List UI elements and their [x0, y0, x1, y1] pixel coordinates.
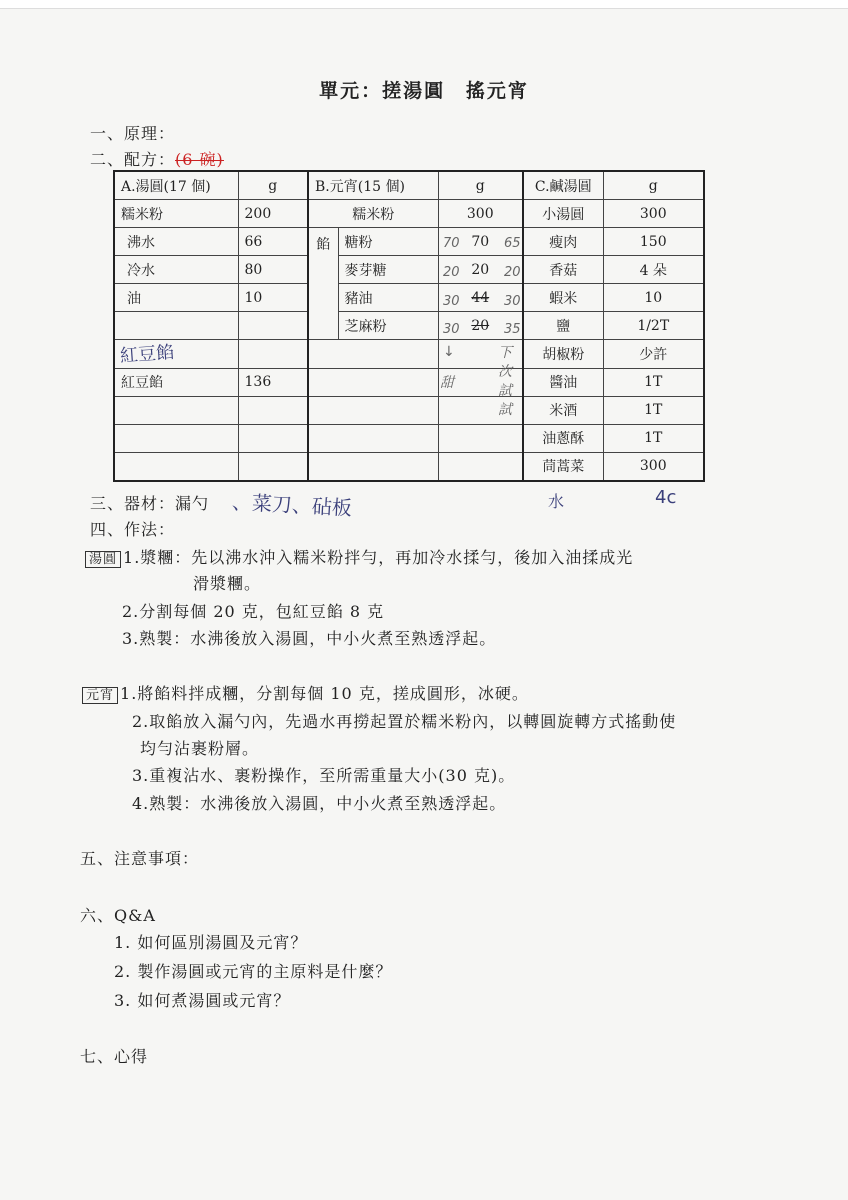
c-item: 茼蒿菜 — [523, 452, 603, 481]
c-amount: 1/2T — [603, 312, 704, 340]
table-row — [114, 228, 704, 256]
tangyuan-step-3: 3.熟製：水沸後放入湯圓，中小火煮至熟透浮起。 — [122, 629, 497, 648]
b-amount: 20 — [438, 256, 523, 284]
c-amount: 4 朵 — [603, 256, 704, 284]
tangyuan-step-1-cont: 滑漿糰。 — [193, 574, 262, 593]
hw-b-left-1: 70 — [443, 236, 460, 251]
hw-b-right-4: 35 — [504, 322, 521, 337]
section-equipment: 三、器材：漏勺 — [90, 494, 210, 513]
c-amount: 1T — [603, 396, 704, 424]
b-amount-struck: 20 — [471, 317, 490, 334]
hw-water-amount: 4c — [655, 487, 677, 508]
b-item: 麥芽糖 — [338, 256, 438, 284]
a-item — [114, 452, 238, 481]
a-amount: 66 — [238, 228, 308, 256]
c-amount: 150 — [603, 228, 704, 256]
a-amount — [238, 424, 308, 452]
yuanxiao-step-4: 4.熟製：水沸後放入湯圓，中小火煮至熟透浮起。 — [132, 794, 507, 813]
a-amount — [238, 396, 308, 424]
a-item — [114, 396, 238, 424]
hw-side-2: 次 — [498, 364, 512, 380]
table-row — [114, 452, 704, 481]
table-header-row — [114, 171, 704, 200]
title-second: 搖元宵 — [465, 80, 529, 102]
a-item: 沸水 — [114, 228, 238, 256]
c-item: 小湯圓 — [523, 200, 603, 228]
yuanxiao-step-1 — [82, 681, 529, 704]
table-row — [114, 284, 704, 312]
hw-b-right-2: 20 — [504, 265, 521, 280]
section-recipe-label: 二、配方： — [90, 150, 176, 169]
c-amount: 10 — [603, 284, 704, 312]
hw-side-1: 下 — [498, 345, 512, 361]
a-item: 紅豆餡 — [114, 368, 238, 396]
hw-b-left-2: 20 — [443, 265, 460, 280]
hw-arrow: ↓ — [443, 344, 455, 360]
c-item: 香菇 — [523, 256, 603, 284]
page-top-edge — [0, 0, 848, 9]
a-item: 油 — [114, 284, 238, 312]
a-item — [114, 312, 238, 340]
b-item: 糖粉 — [338, 228, 438, 256]
b-empty — [308, 340, 438, 368]
section-reflection: 七、心得 — [80, 1047, 149, 1066]
a-amount: 136 — [238, 368, 308, 396]
hw-b-right-3: 30 — [504, 294, 521, 309]
c-item: 油蔥酥 — [523, 424, 603, 452]
yuanxiao-step-3: 3.重複沾水、裹粉操作，至所需重量大小(30 克)。 — [132, 766, 516, 785]
header-a: A.湯圓(17 個) — [114, 171, 238, 200]
c-amount: 1T — [603, 368, 704, 396]
b-empty — [438, 452, 523, 481]
table-row — [114, 340, 704, 368]
a-item: 冷水 — [114, 256, 238, 284]
c-item: 瘦肉 — [523, 228, 603, 256]
section-recipe — [90, 147, 224, 170]
hw-b-left-3: 30 — [443, 294, 460, 309]
yuanxiao-tag: 元宵 — [82, 687, 118, 704]
table-row — [114, 312, 704, 340]
a-amount — [238, 452, 308, 481]
title-unit: 單元：搓湯圓 — [319, 80, 446, 102]
table-row — [114, 256, 704, 284]
b-amount: 70 — [438, 228, 523, 256]
hw-note-sweet: 甜 — [440, 375, 454, 391]
tangyuan-tag: 湯圓 — [85, 551, 121, 568]
struck-servings: (6 碗) — [175, 150, 224, 169]
b-empty — [308, 368, 438, 396]
hw-side-note — [498, 344, 514, 420]
c-item: 醬油 — [523, 368, 603, 396]
hw-b-left-4: 30 — [443, 322, 460, 337]
b-amount: 300 — [438, 200, 523, 228]
b-item: 糯米粉 — [308, 200, 438, 228]
hw-b-right-1: 65 — [504, 236, 521, 251]
section-notes: 五、注意事項： — [80, 849, 200, 868]
a-amount: 80 — [238, 256, 308, 284]
b-item: 芝麻粉 — [338, 312, 438, 340]
section-method: 四、作法： — [90, 520, 176, 539]
table-row — [114, 424, 704, 452]
section-qa: 六、Q&A — [80, 906, 156, 925]
hw-side-4: 試 — [498, 402, 512, 418]
a-amount — [238, 340, 308, 368]
hw-equipment-note: 、菜刀、砧板 — [231, 489, 353, 521]
header-c-g: g — [603, 171, 704, 200]
c-item: 蝦米 — [523, 284, 603, 312]
table-row — [114, 396, 704, 424]
qa-item-2: 2. 製作湯圓或元宵的主原料是什麼？ — [114, 962, 393, 981]
a-item — [114, 424, 238, 452]
tangyuan-step-1-text: 1.漿糰：先以沸水沖入糯米粉拌勻，再加冷水揉勻，後加入油揉成光 — [123, 548, 634, 567]
page-title — [0, 76, 848, 103]
b-item: 豬油 — [338, 284, 438, 312]
header-b: B.元宵(15 個) — [308, 171, 438, 200]
b-empty — [438, 424, 523, 452]
table-row — [114, 368, 704, 396]
a-item: 糯米粉 — [114, 200, 238, 228]
c-item: 米酒 — [523, 396, 603, 424]
b-empty — [308, 396, 438, 424]
header-c: C.鹹湯圓 — [523, 171, 603, 200]
c-amount: 300 — [603, 200, 704, 228]
a-amount: 200 — [238, 200, 308, 228]
a-amount: 10 — [238, 284, 308, 312]
tangyuan-step-1 — [85, 545, 633, 568]
tangyuan-step-2: 2.分割每個 20 克，包紅豆餡 8 克 — [122, 602, 385, 621]
yuanxiao-step-2-cont: 均勻沾裹粉層。 — [140, 739, 260, 758]
qa-item-1: 1. 如何區別湯圓及元宵？ — [114, 933, 308, 952]
hw-water: 水 — [548, 492, 565, 511]
b-empty — [308, 424, 438, 452]
section-principle: 一、原理： — [90, 124, 176, 143]
c-item: 鹽 — [523, 312, 603, 340]
header-b-g: g — [438, 171, 523, 200]
c-item: 胡椒粉 — [523, 340, 603, 368]
yuanxiao-step-1-text: 1.將餡料拌成糰，分割每個 10 克，搓成圓形，冰硬。 — [120, 684, 529, 703]
b-filling-label: 餡 — [308, 228, 338, 340]
a-amount — [238, 312, 308, 340]
c-amount: 300 — [603, 452, 704, 481]
table-row — [114, 200, 704, 228]
hw-side-3: 試 — [498, 383, 512, 399]
b-amount-struck: 44 — [471, 289, 490, 306]
yuanxiao-step-2: 2.取餡放入漏勺內，先過水再撈起置於糯米粉內，以轉圓旋轉方式搖動使 — [132, 712, 677, 731]
c-amount: 1T — [603, 424, 704, 452]
qa-item-3: 3. 如何煮湯圓或元宵？ — [114, 991, 291, 1010]
header-a-g: g — [238, 171, 308, 200]
b-empty — [308, 452, 438, 481]
hw-red-bean-note: 紅豆餡 — [119, 342, 175, 367]
recipe-table — [113, 170, 705, 482]
c-amount: 少許 — [603, 340, 704, 368]
